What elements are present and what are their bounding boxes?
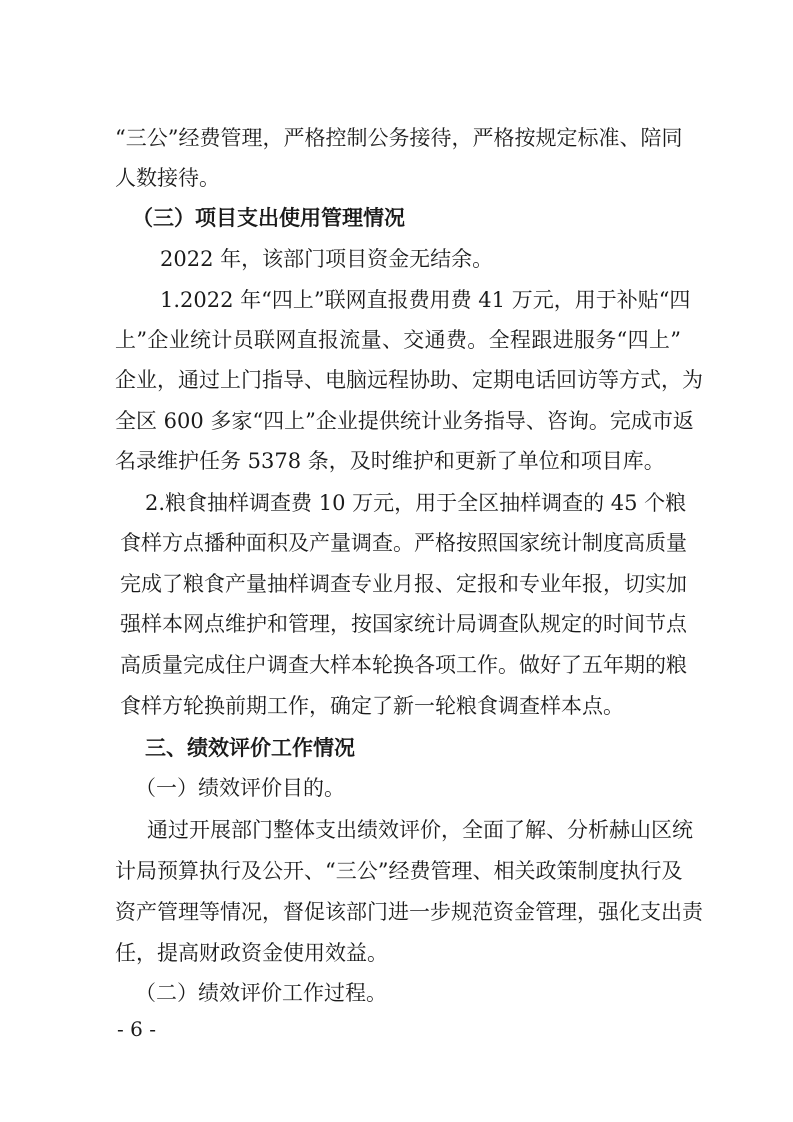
subsection-heading: （一）绩效评价目的。 <box>135 776 345 800</box>
paragraph-line: 人数接待。 <box>115 166 220 190</box>
paragraph-line: “三公”经费管理，严格控制公务接待，严格按规定标准、陪同 <box>115 126 683 150</box>
paragraph-line: 任，提高财政资金使用效益。 <box>115 941 388 965</box>
paragraph-line: 完成了粮食产量抽样调查专业月报、定报和专业年报，切实加 <box>120 572 687 596</box>
paragraph-line: 通过开展部门整体支出绩效评价，全面了解、分析赫山区统 <box>147 818 693 842</box>
section-heading: 三、绩效评价工作情况 <box>145 736 355 760</box>
paragraph-line: 强样本网点维护和管理，按国家统计局调查队规定的时间节点 <box>120 612 687 636</box>
paragraph-line: 名录维护任务 5378 条，及时维护和更新了单位和项目库。 <box>115 449 665 473</box>
paragraph-line: 食样方轮换前期工作，确定了新一轮粮食调查样本点。 <box>120 694 624 718</box>
section-heading: （三）项目支出使用管理情况 <box>132 206 405 230</box>
paragraph-line: 1.2022 年“四上”联网直报费用费 41 万元，用于补贴“四 <box>160 288 691 312</box>
paragraph-line: 计局预算执行及公开、“三公”经费管理、相关政策制度执行及 <box>115 859 683 883</box>
paragraph-line: 上”企业统计员联网直报流量、交通费。全程跟进服务“四上” <box>115 328 681 352</box>
page-number: - 6 - <box>117 1017 156 1041</box>
subsection-heading: （二）绩效评价工作过程。 <box>135 981 387 1005</box>
paragraph-line: 全区 600 多家“四上”企业提供统计业务指导、咨询。完成市返 <box>115 409 694 433</box>
paragraph-line: 2.粮食抽样调查费 10 万元，用于全区抽样调查的 45 个粮 <box>145 491 687 515</box>
paragraph-line: 2022 年，该部门项目资金无结余。 <box>160 247 494 271</box>
paragraph-line: 高质量完成住户调查大样本轮换各项工作。做好了五年期的粮 <box>120 653 687 677</box>
paragraph-line: 企业，通过上门指导、电脑远程协助、定期电话回访等方式，为 <box>115 368 703 392</box>
paragraph-line: 资产管理等情况，督促该部门进一步规范资金管理，强化支出责 <box>115 900 703 924</box>
paragraph-line: 食样方点播种面积及产量调查。严格按照国家统计制度高质量 <box>120 531 687 555</box>
